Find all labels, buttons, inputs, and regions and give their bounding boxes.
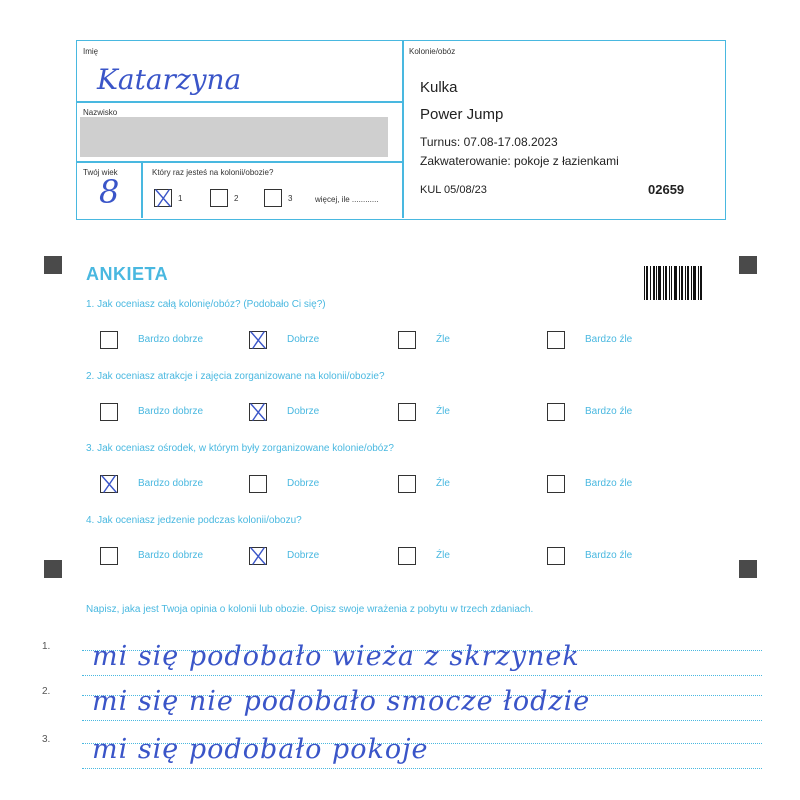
raz-checkbox[interactable] [264, 189, 282, 207]
rating-checkbox[interactable] [100, 475, 118, 493]
camp-program: Power Jump [420, 106, 504, 123]
check-mark-icon [247, 545, 269, 567]
rating-option-label: Bardzo dobrze [138, 478, 204, 489]
rating-option-label: Bardzo źle [585, 334, 633, 345]
rating-checkbox[interactable] [249, 403, 267, 421]
rating-option-label: Źle [436, 478, 450, 489]
raz-option-label: 3 [288, 194, 293, 203]
zakwaterowanie-text: Zakwaterowanie: pokoje z łazienkami [420, 154, 619, 168]
wiek-label: Twój wiek [83, 168, 118, 177]
rating-checkbox[interactable] [398, 331, 416, 349]
rating-checkbox[interactable] [398, 475, 416, 493]
writing-line [82, 675, 762, 676]
rating-option-label: Dobrze [287, 478, 320, 489]
raz-option-label: 2 [234, 194, 239, 203]
rating-option-label: Dobrze [287, 550, 320, 561]
line-number: 3. [42, 734, 51, 745]
rating-checkbox[interactable] [100, 547, 118, 565]
check-mark-icon [247, 401, 269, 423]
nazwisko-label: Nazwisko [83, 108, 118, 117]
rating-checkbox[interactable] [100, 331, 118, 349]
raz-more-label: więcej, ile ............ [315, 195, 379, 204]
rating-option-label: Bardzo źle [585, 406, 633, 417]
form-number: 02659 [648, 182, 685, 197]
raz-checkbox[interactable] [154, 189, 172, 207]
writing-line [82, 768, 762, 769]
rating-option-label: Bardzo dobrze [138, 406, 204, 417]
turnus-text: Turnus: 07.08-17.08.2023 [420, 135, 558, 149]
rating-checkbox[interactable] [398, 403, 416, 421]
kolonie-label: Kolonie/obóz [409, 47, 456, 56]
opinion-answer[interactable]: mi się nie podobało smocze łodzie [92, 686, 591, 717]
kul-code: KUL 05/08/23 [420, 184, 487, 196]
writing-line [82, 720, 762, 721]
opinion-answer[interactable]: mi się podobało wieża z skrzynek [92, 641, 580, 672]
rating-option-label: Bardzo dobrze [138, 334, 204, 345]
rating-option-label: Dobrze [287, 406, 320, 417]
opinion-instruction: Napisz, jaka jest Twoja opinia o kolonii lub obozie. Opisz swoje wrażenia z pobytu w trzech zdaniach. [86, 604, 534, 615]
question-text: 3. Jak oceniasz ośrodek, w którym były zorganizowane kolonie/obóz? [86, 443, 394, 454]
survey-title: ANKIETA [86, 264, 169, 284]
rating-option-label: Bardzo źle [585, 478, 633, 489]
check-mark-icon [247, 329, 269, 351]
rating-checkbox[interactable] [249, 547, 267, 565]
barcode-icon [644, 266, 702, 300]
rating-option-label: Dobrze [287, 334, 320, 345]
rating-checkbox[interactable] [249, 475, 267, 493]
rating-checkbox[interactable] [547, 475, 565, 493]
rating-checkbox[interactable] [547, 403, 565, 421]
rating-checkbox[interactable] [100, 403, 118, 421]
imie-field[interactable]: Katarzyna [97, 63, 242, 96]
rating-option-label: Bardzo dobrze [138, 550, 204, 561]
rating-option-label: Źle [436, 406, 450, 417]
check-mark-icon [152, 187, 174, 209]
rating-option-label: Źle [436, 334, 450, 345]
question-text: 1. Jak oceniasz całą kolonię/obóz? (Podobało Ci się?) [86, 299, 326, 310]
registration-marker [44, 560, 62, 578]
camp-name: Kulka [420, 79, 458, 96]
rating-checkbox[interactable] [547, 547, 565, 565]
registration-marker [739, 560, 757, 578]
question-text: 2. Jak oceniasz atrakcje i zajęcia zorganizowane na kolonii/obozie? [86, 371, 385, 382]
rating-option-label: Bardzo źle [585, 550, 633, 561]
nazwisko-redacted-field[interactable] [80, 117, 388, 157]
imie-label: Imię [83, 47, 99, 56]
question-text: 4. Jak oceniasz jedzenie podczas kolonii/obozu? [86, 515, 302, 526]
check-mark-icon [98, 473, 120, 495]
registration-marker [44, 256, 62, 274]
registration-marker [739, 256, 757, 274]
rating-checkbox[interactable] [547, 331, 565, 349]
rating-checkbox[interactable] [249, 331, 267, 349]
raz-label: Który raz jesteś na kolonii/obozie? [152, 168, 274, 177]
raz-option-label: 1 [178, 194, 183, 203]
opinion-answer[interactable]: mi się podobało pokoje [92, 734, 429, 765]
raz-checkbox[interactable] [210, 189, 228, 207]
rating-option-label: Źle [436, 550, 450, 561]
line-number: 2. [42, 686, 51, 697]
line-number: 1. [42, 641, 51, 652]
wiek-field[interactable]: 8 [99, 173, 120, 211]
rating-checkbox[interactable] [398, 547, 416, 565]
